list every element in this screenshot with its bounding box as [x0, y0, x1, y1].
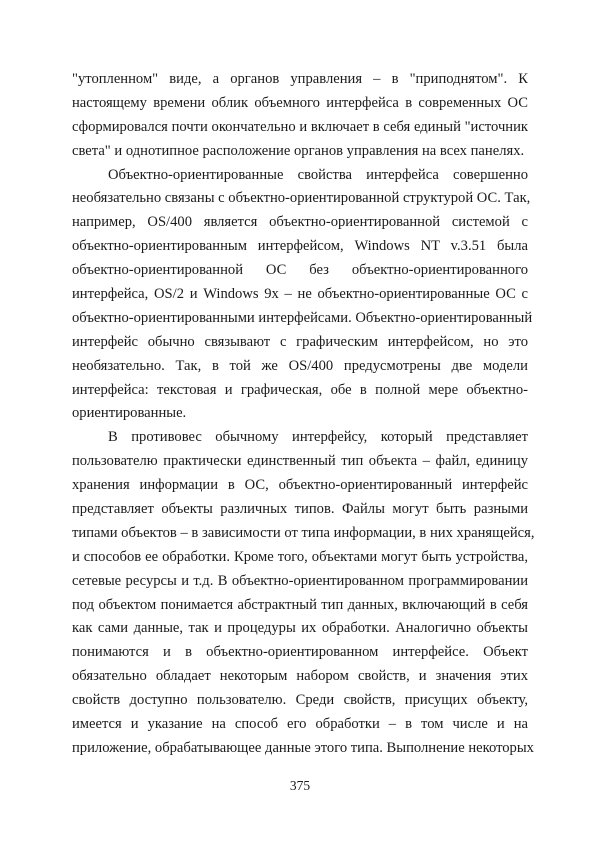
text-line: типами объектов – в зависимости от типа информации, в них хранящейся,	[72, 524, 535, 541]
text-line: необязательно. Так, в той же OS/400 предусмотрены две модели	[72, 357, 528, 374]
paragraph-2	[72, 164, 533, 427]
text-line: хранения информации в ОС, объектно-ориентированный интерфейс	[72, 477, 528, 494]
text-line: необязательно связаны с объектно-ориентированной структурой ОС. Так,	[72, 190, 531, 207]
paragraph-1	[72, 68, 528, 164]
text-line: интерфейса, OS/2 и Windows 9x – не объектно-ориентированные ОС с	[72, 286, 528, 303]
text-line: представляет объекты различных типов. Файлы могут быть разными	[72, 501, 528, 518]
text-line: объектно-ориентированными интерфейсами. Объектно-ориентированный	[72, 309, 533, 326]
text-line: под объектом понимается абстрактный тип данных, включающий в себя	[72, 596, 528, 613]
text-line: интерфейс обычно связывают с графическим интерфейсом, но это	[72, 333, 528, 350]
text-line: В противовес обычному интерфейсу, который представляет	[108, 429, 528, 446]
text-line: свойств доступно пользователю. Среди свойств, присущих объекту,	[72, 692, 528, 709]
body-text	[72, 68, 535, 761]
text-line: имеется и указание на способ его обработки – в том числе и на	[72, 716, 528, 733]
text-line: сетевые ресурсы и т.д. В объектно-ориентированном программировании	[72, 572, 528, 589]
text-line: интерфейса: текстовая и графическая, обе в полной мере объектно-	[72, 381, 528, 398]
text-line: Объектно-ориентированные свойства интерфейса совершенно	[108, 166, 528, 183]
text-line: настоящему времени облик объемного интерфейса в современных ОС	[72, 94, 528, 111]
text-line: света" и однотипное расположение органов управления на всех панелях.	[72, 142, 525, 159]
text-line: обязательно обладает некоторым набором свойств, и значения этих	[72, 668, 528, 685]
text-line: пользователю практически единственный тип объекта – файл, единицу	[72, 453, 528, 470]
text-line: объектно-ориентированной ОС без объектно-ориентированного	[72, 262, 528, 279]
text-line: ориентированные.	[72, 405, 187, 422]
text-line: приложение, обрабатывающее данные этого типа. Выполнение некоторых	[72, 739, 534, 756]
page-number: 375	[289, 778, 311, 793]
paragraph-3	[72, 426, 535, 760]
text-line: сформировался почти окончательно и включает в себя единый "источник	[72, 118, 528, 135]
text-line: как сами данные, так и процедуры их обработки. Аналогично объекты	[72, 620, 528, 637]
text-line: и способов ее обработки. Кроме того, объектами могут быть устройства,	[72, 548, 528, 565]
text-line: "утопленном" виде, а органов управления – в "приподнятом". К	[72, 71, 528, 87]
text-line: понимаются и в объектно-ориентированном интерфейсе. Объект	[72, 644, 528, 661]
text-line: объектно-ориентированным интерфейсом, Windows NT v.3.51 была	[72, 238, 528, 255]
text-line: например, OS/400 является объектно-ориентированной системой с	[72, 214, 528, 231]
